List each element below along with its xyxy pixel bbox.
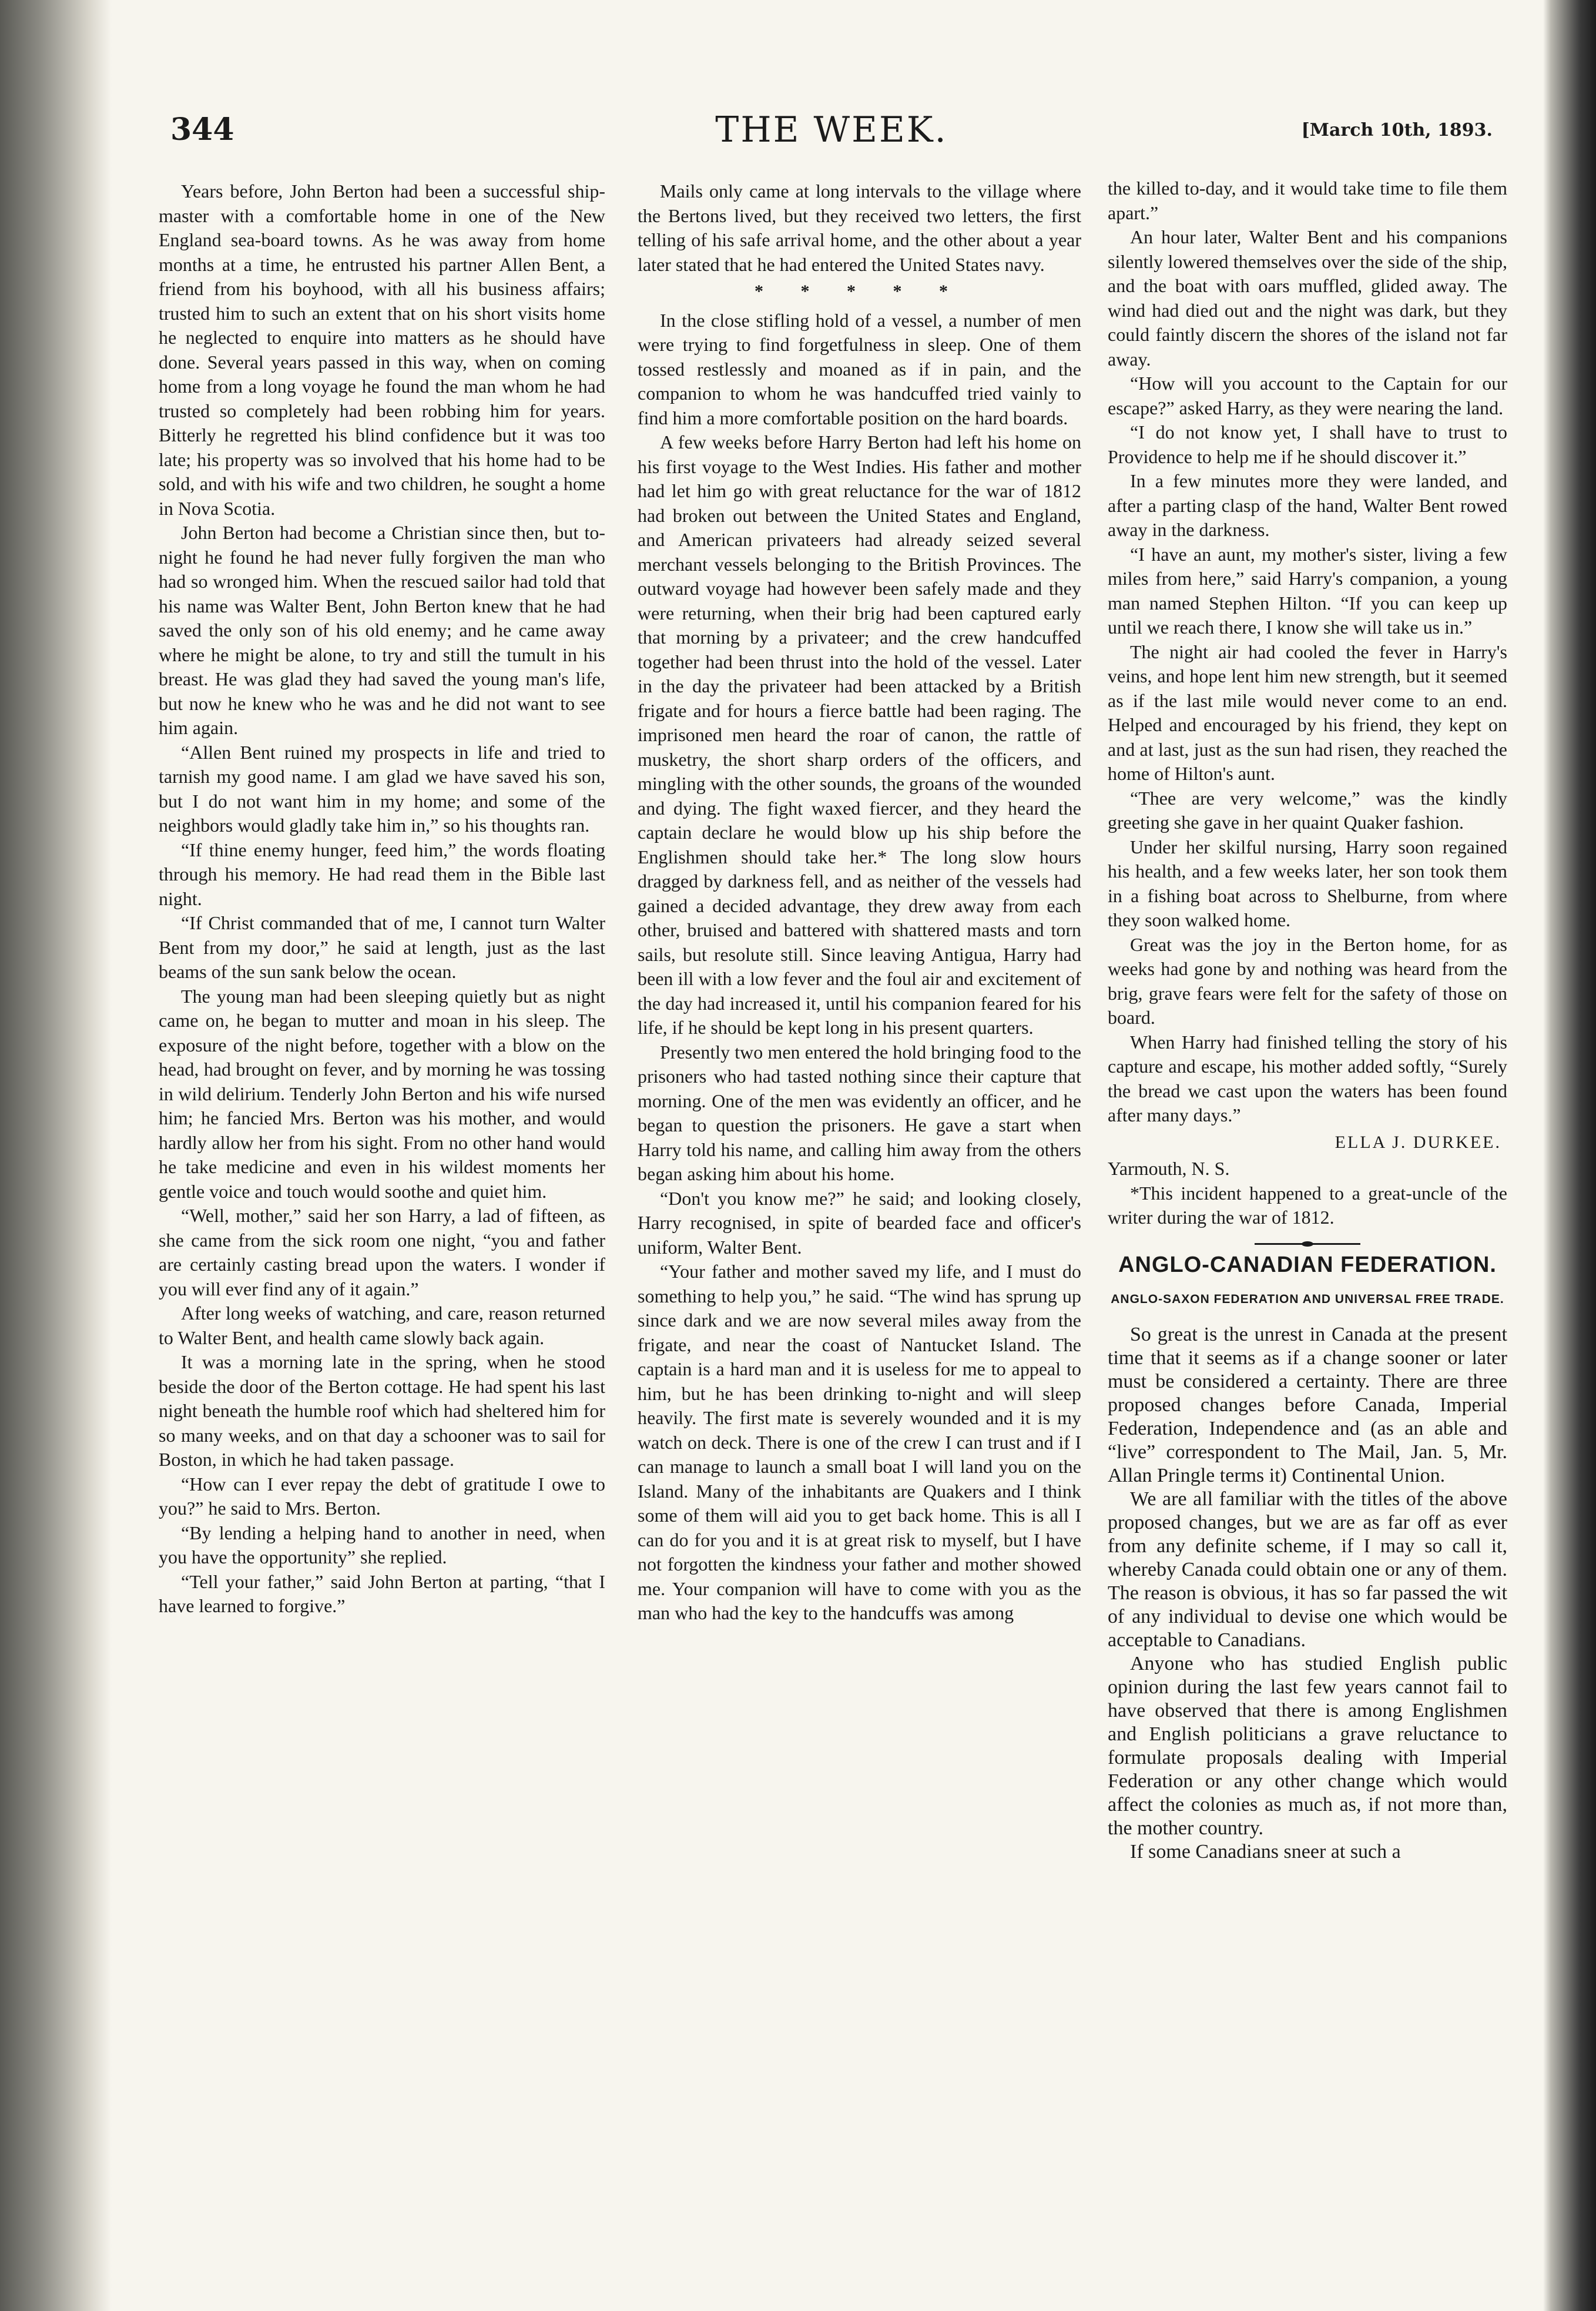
article-body: [1108, 1323, 1507, 1864]
story-paragraph: “Allen Bent ruined my prospects in life and tried to tarnish my good name. I am glad we have saved his son, but I do not want him in my home; and some of the neighbors would gladly take him in,” so his thoughts ran.: [159, 741, 605, 836]
story-paragraph: “I do not know yet, I shall have to trust to Providence to help me if he should discover it.”: [1108, 421, 1507, 467]
story-paragraph: A few weeks before Harry Berton had left his home on his first voyage to the West Indies. His father and mother had let him go with great reluctance for the war of 1812 had broken out between the United States and England, and American privateers had already seized several merchant vessels belonging to the British Provinces. The outward voyage had however been safely made and they were returning, when their brig had been captured early that morning by a privateer; and the crew handcuffed together had been thrust into the hold of the vessel. Later in the day the privateer had been attacked by a British frigate and for hours a fierce battle had been raging. The imprisoned men heard the roar of canon, the rattle of musketry, the short sharp orders of the officers, and mingling with the other sounds, the groans of the wounded and dying. The fight waxed fiercer, and they heard the captain declare he would blow up his ship before the Englishmen should take her.* The long slow hours dragged by darkness fell, and as neither of the vessels had gained a decided advantage, they drew away from each other, bruised and battered with shattered masts and torn sails, but resolute still. Since leaving Antigua, Harry had been ill with a low fever and the foul air and excitement of the day had increased it, until his companion feared for his life, if he should be kept long in his present quarters.: [638, 431, 1081, 1038]
story-paragraph: Years before, John Berton had been a successful ship-master with a comfortable home in one of the New England sea-board towns. As he was away from home months at a time, he entrusted his partner Allen Bent, a friend from his boyhood, with all his business affairs; trusted him to such an extent that on his short visits home he neglected to enquire into matters as he should have done. Several years passed in this way, when on coming home from a long voyage he found the man whom he had trusted so completely had been robbing him for years. Bitterly he regretted his blind confidence but it was too late; his property was so involved that his home had to be sold, and with his wife and two children, he sought a home in Nova Scotia.: [159, 180, 605, 519]
story-paragraph: “Thee are very welcome,” was the kindly greeting she gave in her quaint Quaker fashion.: [1108, 787, 1507, 833]
story-paragraph: “Tell your father,” said John Berton at parting, “that I have learned to forgive.”: [159, 1570, 605, 1616]
story-paragraph: It was a morning late in the spring, when he stood beside the door of the Berton cottage. He had spent his last night beneath the humble roof which had sheltered him for so many weeks, and on that day a schooner was to sail for Boston, in which he had taken passage.: [159, 1351, 605, 1470]
column-1: [159, 179, 605, 1619]
story-paragraph: “Don't you know me?” he said; and looking closely, Harry recognised, in spite of bearded face and officer's uniform, Walter Bent.: [638, 1187, 1081, 1258]
story-paragraph: Mails only came at long intervals to the village where the Bertons lived, but they received two letters, the first telling of his safe arrival home, and the other about a year later stated that he had entered the United States navy.: [638, 180, 1081, 275]
footnote: *This incident happened to a great-uncle of the writer during the war of 1812.: [1108, 1182, 1507, 1228]
article-paragraph: We are all familiar with the titles of the above proposed changes, but we are as far off as ever from any definite scheme, if I may so call it, whereby Canada could obtain one or any of them. The reason is obvious, it has so far passed the wit of any individual to devise one which would be acceptable to Canadians.: [1108, 1488, 1507, 1651]
story-paragraph: Great was the joy in the Berton home, for as weeks had gone by and nothing was heard from the brig, grave fears were felt for the safety of those on board.: [1108, 933, 1507, 1028]
story-paragraph: “By lending a helping hand to another in need, when you have the opportunity” she replied.: [159, 1522, 605, 1568]
article-paragraph: So great is the unrest in Canada at the present time that it seems as if a change sooner or later must be considered a certainty. There are three proposed changes before Canada, Imperial Federation, Independence and (as an able and “live” correspondent to The Mail, Jan. 5, Mr. Allan Pringle terms it) Continental Union.: [1108, 1324, 1507, 1486]
binding-shadow: [0, 0, 112, 2311]
story-paragraph: After long weeks of watching, and care, reason returned to Walter Bent, and health came slowly back again.: [159, 1302, 605, 1348]
story-paragraph: In a few minutes more they were landed, and after a parting clasp of the hand, Walter Bent rowed away in the darkness.: [1108, 470, 1507, 540]
section-separator: * * * * *: [755, 282, 964, 301]
story-paragraph: An hour later, Walter Bent and his companions silently lowered themselves over the side of the ship, and the boat with oars muffled, glided away. The wind had died out and the night was dark, but they could faintly discern the shores of the island not far away.: [1108, 226, 1507, 370]
column-2: [638, 179, 1081, 1626]
page-number: 344: [170, 112, 234, 148]
page-header: [159, 106, 1504, 176]
article-subtitle: ANGLO-SAXON FEDERATION AND UNIVERSAL FREE TRADE.: [1111, 1292, 1504, 1306]
story-paragraph: Under her skilful nursing, Harry soon regained his health, and a few weeks later, her son took them in a fishing boat across to Shelburne, from where they soon walked home.: [1108, 836, 1507, 930]
article-paragraph: If some Canadians sneer at such a: [1130, 1841, 1401, 1863]
story-paragraph: “I have an aunt, my mother's sister, living a few miles from here,” said Harry's companion, a young man named Stephen Hilton. “If you can keep up until we reach there, I know she will take us in.”: [1108, 543, 1507, 638]
author-location: Yarmouth, N. S.: [1108, 1158, 1230, 1179]
masthead: THE WEEK.: [715, 109, 948, 150]
story-paragraph: “How can I ever repay the debt of gratitude I owe to you?” he said to Mrs. Berton.: [159, 1473, 605, 1519]
article-divider: [1255, 1243, 1360, 1245]
story-paragraph: “If thine enemy hunger, feed him,” the words floating through his memory. He had read them in the Bible last night.: [159, 839, 605, 909]
article-paragraph: Anyone who has studied English public opinion during the last few years cannot fail to have observed that there is among Englishmen and English politicians a grave reluctance to formulate proposals dealing with Imperial Federation or any other change which would affect the colonies as much as, if not more than, the mother country.: [1108, 1653, 1507, 1839]
story-paragraph: In the close stifling hold of a vessel, a number of men were trying to find forgetfulness in sleep. One of them tossed restlessly and moaned as if in pain, and the companion to whom he was handcuffed tried vainly to find him a more comfortable position on the hard boards.: [638, 309, 1081, 428]
story-paragraph: “How will you account to the Captain for our escape?” asked Harry, as they were nearing the land.: [1108, 373, 1507, 418]
story-paragraph: “Well, mother,” said her son Harry, a lad of fifteen, as she came from the sick room one night, “you and father are certainly casting bread upon the waters. I wonder if you will ever find any of it again.”: [159, 1205, 605, 1299]
article-title: ANGLO-CANADIAN FEDERATION.: [1118, 1252, 1497, 1277]
column-3: [1108, 176, 1507, 1864]
story-paragraph: Presently two men entered the hold bringing food to the prisoners who had tasted nothing since their capture that morning. One of the men was evidently an officer, and he began to question the prisoners. He gave a start when Harry told his name, and calling him away from the others began asking him about his home.: [638, 1041, 1081, 1184]
story-paragraph: the killed to-day, and it would take time to file them apart.”: [1108, 177, 1507, 223]
story-paragraph: The night air had cooled the fever in Harry's veins, and hope lent him new strength, but it seemed as if the last mile would never come to an end. Helped and encouraged by his friend, they kept on and at last, just as the sun had risen, they reached the home of Hilton's aunt.: [1108, 641, 1507, 784]
newspaper-page: [159, 106, 1507, 2292]
story-paragraph: “Your father and mother saved my life, and I must do something to help you,” he said. “The wind has sprung up since dark and we are now several miles away from the frigate, and near the coast of Nantucket Island. The captain is a hard man and it is useless for me to appeal to him, but he has been drinking to-night and will sleep heavily. The first mate is severely wounded and it is my watch on deck. There is one of the crew I can trust and if I can manage to launch a small boat I will land you on the Island. Many of the inhabitants are Quakers and I think some of them will aid you to get back home. This is all I can do for you and it is at great risk to myself, but I have not forgotten the kindness your father and mother showed me. Your companion will have to come with you as the man who had the key to the handcuffs was among: [638, 1261, 1081, 1623]
story-paragraph: John Berton had become a Christian since then, but to-night he found he had never fully forgiven the man who had so wronged him. When the rescued sailor had told that his name was Walter Bent, John Berton knew that he had saved the only son of his old enemy; and he came away where he might be alone, to try and still the tumult in his breast. He was glad they had saved the young man's life, but now he knew who he was and he did not want to see him again.: [159, 522, 605, 738]
issue-date: [March 10th, 1893.: [1301, 120, 1493, 140]
story-paragraph: The young man had been sleeping quietly but as night came on, he began to mutter and moan in his sleep. The exposure of the night before, together with a blow on the head, had brought on fever, and by morning he was tossing in wild delirium. Tenderly John Berton and his wife nursed him; he fancied Mrs. Berton was his mother, and would hardly allow her from his sight. From no other hand would he take medicine and even in his wildest moments her gentle voice and touch would soothe and quiet him.: [159, 985, 605, 1202]
page-edge-shadow: [1543, 0, 1596, 2311]
story-paragraph: When Harry had finished telling the story of his capture and escape, his mother added softly, “Surely the bread we cast upon the waters has been found after many days.”: [1108, 1031, 1507, 1126]
story-paragraph: “If Christ commanded that of me, I cannot turn Walter Bent from my door,” he said at length, just as the last beams of the sun sank below the ocean.: [159, 912, 605, 982]
author-signature: ELLA J. DURKEE.: [1335, 1132, 1501, 1152]
